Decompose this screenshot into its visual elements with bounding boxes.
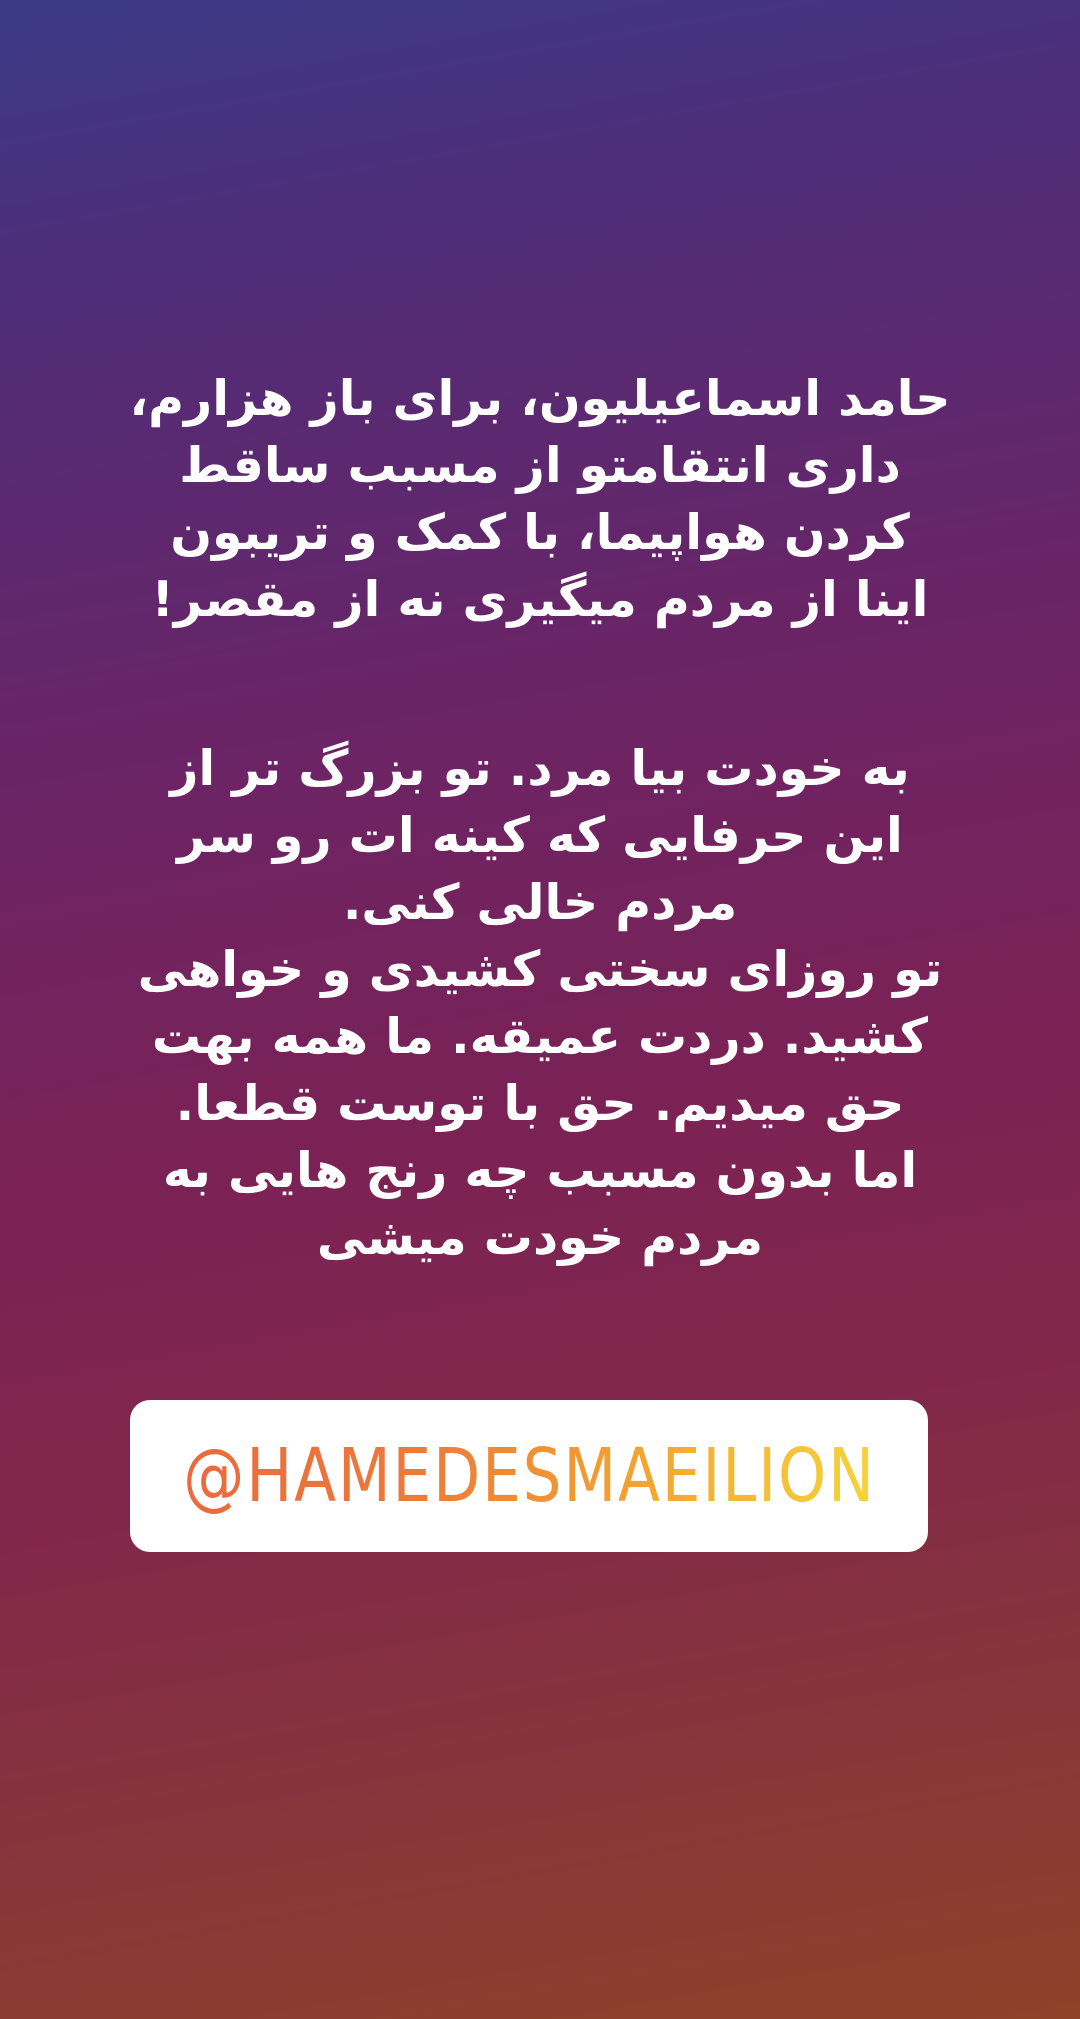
mention-sticker[interactable] [130,1400,928,1552]
story-line: تو روزای سختی کشیدی و خواهی [137,941,943,998]
story-line: کردن هواپیما، با کمک و تریبون [170,504,910,561]
story-line: اما بدون مسبب چه رنج هایی به [162,1142,918,1199]
story-line: به خودت بیا مرد. تو بزرگ تر از [170,740,910,797]
mention-handle: @HAMEDESMAEILION [182,1433,876,1519]
story-line: مردم خودت میشی [316,1209,764,1266]
story-line: این حرفایی که کینه ات رو سر [177,807,903,864]
story-line: مردم خالی کنی. [342,874,738,931]
story-line: داری انتقامتو از مسبب ساقط [179,437,901,494]
story-line: کشید. دردت عمیقه. ما همه بهت [151,1008,929,1065]
story-paragraph-2 [100,735,980,1271]
story-line: حامد اسماعیلیون، برای باز هزارم، [129,370,951,427]
story-paragraph-1 [100,365,980,633]
story-line: اینا از مردم میگیری نه از مقصر! [151,571,929,628]
story-line: حق میدیم. حق با توست قطعا. [175,1075,905,1132]
